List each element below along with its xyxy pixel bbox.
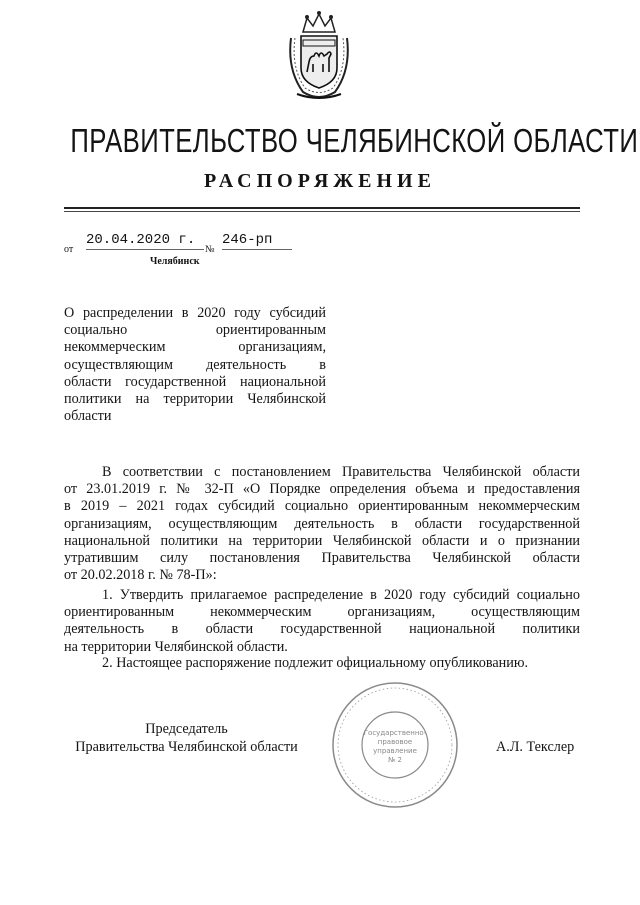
document-number: 246-рп <box>222 232 292 250</box>
paragraph-line: от 20.02.2018 г. № 78-П»: <box>64 567 217 584</box>
subject-line: социально ориентированным <box>64 322 326 339</box>
header-divider <box>64 207 580 209</box>
signatory-title <box>64 720 309 756</box>
signatory-title-line: Правительства Челябинской области <box>75 739 298 755</box>
item-2-paragraph <box>64 655 580 672</box>
svg-text:правовое: правовое <box>377 738 413 746</box>
number-label: № <box>205 244 215 255</box>
document-subject <box>64 305 326 425</box>
city-label: Челябинск <box>150 256 200 267</box>
subject-line: политики на территории Челябинской <box>64 391 326 408</box>
paragraph-line: на территории Челябинской области. <box>64 638 288 655</box>
government-title: ПРАВИТЕЛЬСТВО ЧЕЛЯБИНСКОЙ ОБЛАСТИ <box>70 122 639 159</box>
svg-text:управление: управление <box>373 747 417 755</box>
paragraph-line: 2. Настоящее распоряжение подлежит официальному опубликованию. <box>102 655 529 671</box>
paragraph-line: ориентированным некоммерческим организациям, осуществляющим <box>64 604 580 621</box>
signatory-title-line: Председатель <box>145 721 228 737</box>
header-divider-thin <box>64 211 580 212</box>
paragraph-line: В соответствии с постановлением Правительства Челябинской области <box>102 464 580 480</box>
coat-of-arms-icon <box>283 10 355 102</box>
svg-text:Государственно-: Государственно- <box>363 729 427 737</box>
subject-line: области государственной национальной <box>64 373 326 390</box>
paragraph-line: в 2019 – 2021 годах субсидий социально ориентированным некоммерческим <box>64 498 580 515</box>
subject-line: осуществляющим деятельность в <box>64 356 326 373</box>
document-type: РАСПОРЯЖЕНИЕ <box>204 170 436 192</box>
signatory-name: А.Л. Текслер <box>496 739 575 755</box>
preamble-paragraph <box>64 464 580 584</box>
official-seal <box>330 680 460 810</box>
paragraph-line: национальной политики на территории Челябинской области и о признании <box>64 532 580 549</box>
svg-text:№ 2: № 2 <box>388 756 402 764</box>
item-1-paragraph <box>64 587 580 656</box>
document-date: 20.04.2020 г. <box>86 232 204 250</box>
from-label: от <box>64 244 74 255</box>
subject-line: области <box>64 408 112 425</box>
paragraph-line: от 23.01.2019 г. № 32-П «О Порядке определения объема и предоставления <box>64 481 580 498</box>
paragraph-line: 1. Утвердить прилагаемое распределение в 2020 году субсидий социально <box>102 587 580 603</box>
paragraph-line: деятельность в области государственной национальной политики <box>64 621 580 638</box>
subject-line: О распределении в 2020 году субсидий <box>64 305 326 321</box>
paragraph-line: организациям, осуществляющим деятельность в области государственной <box>64 515 580 532</box>
subject-line: некоммерческим организациям, <box>64 339 326 356</box>
paragraph-line: утратившим силу постановления Правительства Челябинской области <box>64 550 580 567</box>
